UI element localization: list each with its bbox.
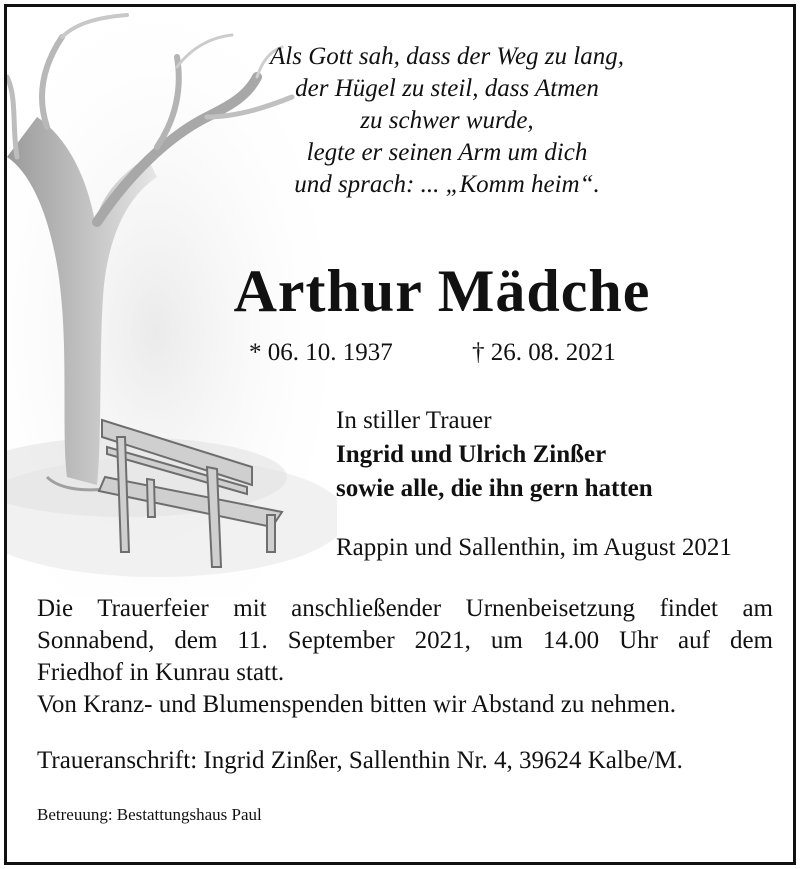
poem-line: zu schwer wurde, <box>360 107 534 134</box>
place-and-date: Rappin und Sallenthin, im August 2021 <box>336 534 732 561</box>
birth-date: * 06. 10. 1937 <box>249 339 393 366</box>
poem-line: und sprach: ... „Komm heim“. <box>294 171 600 198</box>
poem-line: der Hügel zu steil, dass Atmen <box>295 75 599 102</box>
ceremony-line: Friedhof in Kunrau statt. <box>37 659 285 686</box>
ceremony-line: Von Kranz- und Blumenspenden bitten wir Abstand zu nehmen. <box>37 691 677 718</box>
ceremony-line: Die Trauerfeier mit anschließender Urnenbeisetzung findet am <box>37 595 773 622</box>
obituary-notice <box>4 4 796 865</box>
ceremony-info <box>37 593 773 721</box>
ceremony-line: Sonnabend, dem 11. September 2021, um 14.00 Uhr auf dem <box>37 627 773 654</box>
deceased-name: Arthur Mädche <box>233 258 651 324</box>
poem-line: legte er seinen Arm um dich <box>306 139 588 166</box>
funeral-home-credit: Betreuung: Bestattungshaus Paul <box>37 805 262 824</box>
mourning-intro: In stiller Trauer <box>336 407 492 434</box>
mourner-others: sowie alle, die ihn gern hatten <box>336 475 653 502</box>
mourner-names: Ingrid und Ulrich Zinßer <box>336 441 607 468</box>
poem <box>207 41 687 201</box>
poem-line: Als Gott sah, dass der Weg zu lang, <box>270 43 624 70</box>
mourners-block <box>336 404 653 506</box>
mourning-address: Traueranschrift: Ingrid Zinßer, Sallenthin Nr. 4, 39624 Kalbe/M. <box>37 747 683 774</box>
death-date: † 26. 08. 2021 <box>472 339 616 366</box>
